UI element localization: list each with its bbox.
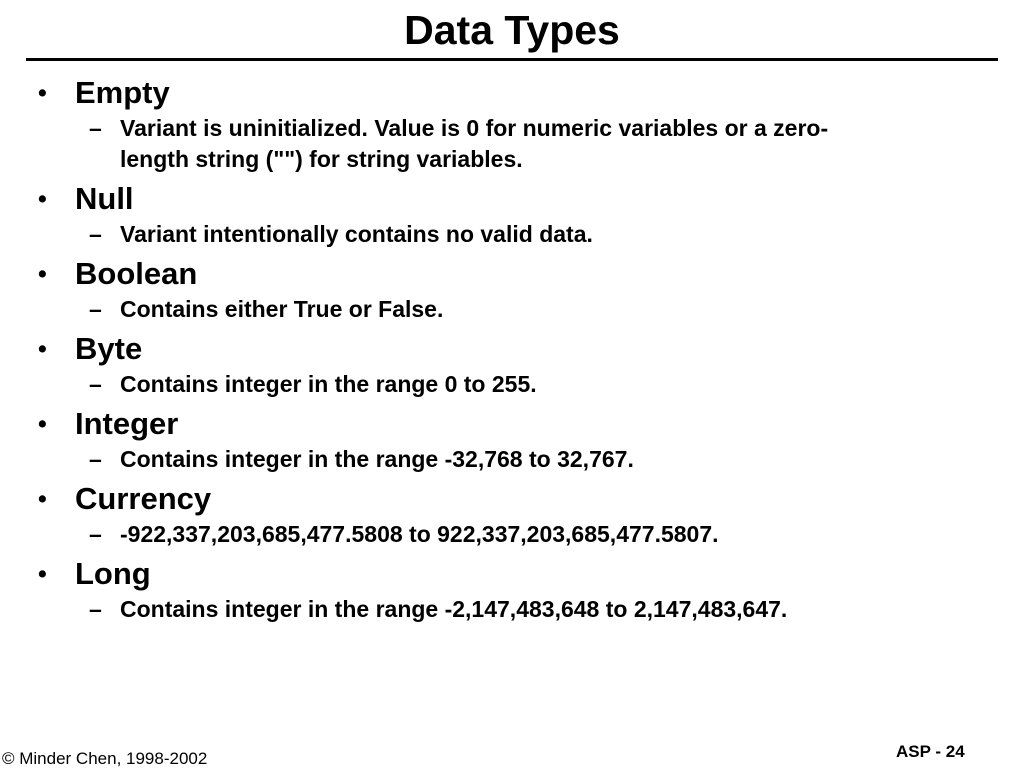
dash-icon: – bbox=[89, 371, 102, 397]
list-item-long bbox=[0, 554, 1024, 625]
list-item-integer bbox=[0, 404, 1024, 475]
bullet-icon: • bbox=[38, 260, 47, 288]
copyright-notice: © Minder Chen, 1998-2002 bbox=[2, 749, 208, 768]
bullet-icon: • bbox=[38, 560, 47, 588]
dash-icon: – bbox=[89, 596, 102, 622]
item-detail: length string ("") for string variables. bbox=[120, 146, 523, 172]
item-detail: Contains integer in the range -32,768 to 32,767. bbox=[120, 446, 634, 472]
item-heading: Byte bbox=[75, 331, 143, 366]
item-detail: Contains integer in the range -2,147,483,648 to 2,147,483,647. bbox=[120, 596, 788, 622]
item-heading: Null bbox=[75, 181, 134, 216]
item-detail: Contains either True or False. bbox=[120, 296, 444, 322]
item-heading: Empty bbox=[75, 75, 170, 110]
bullet-icon: • bbox=[38, 485, 47, 513]
item-heading: Boolean bbox=[75, 256, 198, 291]
item-heading: Integer bbox=[75, 406, 179, 441]
item-detail: -922,337,203,685,477.5808 to 922,337,203,685,477.5807. bbox=[120, 521, 719, 547]
list-item-null bbox=[0, 179, 1024, 250]
item-heading: Currency bbox=[75, 481, 212, 516]
bullet-icon: • bbox=[38, 185, 47, 213]
list-item-empty bbox=[0, 73, 1024, 175]
data-types-list bbox=[0, 73, 1024, 629]
item-heading: Long bbox=[75, 556, 151, 591]
list-item-byte bbox=[0, 329, 1024, 400]
bullet-icon: • bbox=[38, 79, 47, 107]
bullet-icon: • bbox=[38, 335, 47, 363]
item-detail: Variant is uninitialized. Value is 0 for numeric variables or a zero- bbox=[120, 115, 829, 141]
dash-icon: – bbox=[89, 296, 102, 322]
slide-title: Data Types bbox=[404, 7, 620, 53]
list-item-currency bbox=[0, 479, 1024, 550]
item-detail: Contains integer in the range 0 to 255. bbox=[120, 371, 537, 397]
item-detail: Variant intentionally contains no valid data. bbox=[120, 221, 593, 247]
dash-icon: – bbox=[89, 221, 102, 247]
dash-icon: – bbox=[89, 521, 102, 547]
bullet-icon: • bbox=[38, 410, 47, 438]
title-divider bbox=[26, 58, 998, 61]
page-number: ASP - 24 bbox=[896, 742, 965, 761]
dash-icon: – bbox=[89, 446, 102, 472]
list-item-boolean bbox=[0, 254, 1024, 325]
dash-icon: – bbox=[89, 115, 102, 141]
